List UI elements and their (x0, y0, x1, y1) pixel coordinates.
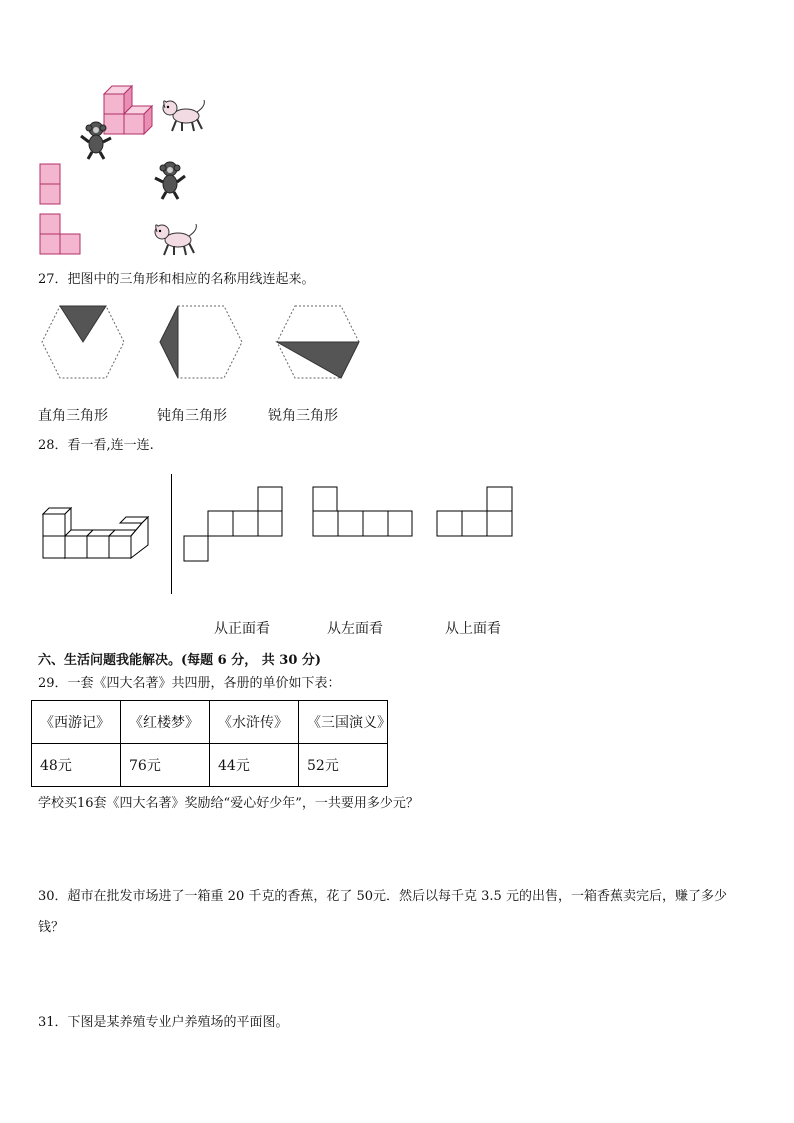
question-29-ask: 学校买16套《四大名著》奖励给“爱心好少年”，一共要用多少元？ (38, 796, 419, 811)
question-27-text: 27．把图中的三角形和相应的名称用线连起来。 (38, 272, 315, 287)
cube-solid-figure (40, 505, 155, 565)
table-header-cell: 《三国演义》 (299, 701, 388, 744)
table-header-cell: 《水浒传》 (210, 701, 299, 744)
view-shape-3 (436, 486, 516, 540)
view-shape-1 (183, 486, 285, 564)
question-30-line-1: 30．超市在批发市场进了一箱重 20 千克的香蕉，花了 50元．然后以每千克 3.5 元的出售，一箱香蕉卖完后，赚了多少 (38, 889, 727, 904)
price-table (31, 700, 391, 787)
view-label-top: 从上面看 (445, 621, 501, 637)
table-cell: 52元 (299, 744, 388, 787)
table-header-cell: 《红楼梦》 (121, 701, 210, 744)
dog-icon (160, 96, 210, 134)
view-label-front: 从正面看 (214, 621, 270, 637)
table-cell: 48元 (32, 744, 121, 787)
table-header-cell: 《西游记》 (32, 701, 121, 744)
option-view-2 (39, 213, 85, 257)
name-obtuse-triangle: 钝角三角形 (157, 408, 227, 424)
question-28-text: 28．看一看,连一连. (38, 438, 154, 453)
section-6-heading: 六、生活问题我能解决。(每题 6 分， 共 30 分) (38, 653, 322, 668)
table-row (32, 744, 388, 787)
question-30-line-2: 钱？ (38, 920, 65, 935)
question-29-text: 29．一套《四大名著》共四册，各册的单价如下表： (38, 676, 341, 691)
name-acute-triangle: 锐角三角形 (268, 408, 338, 424)
table-cell: 44元 (210, 744, 299, 787)
monkey-icon (152, 160, 188, 200)
divider-line (171, 474, 172, 594)
option-view-1 (39, 163, 63, 207)
hexagon-triangle-2 (156, 304, 246, 382)
name-right-triangle: 直角三角形 (38, 408, 108, 424)
view-shape-2 (312, 486, 416, 540)
dog-icon (152, 220, 202, 258)
hexagon-triangle-3 (273, 304, 363, 382)
hexagon-triangle-1 (38, 304, 128, 382)
monkey-icon (78, 120, 114, 160)
table-row (32, 701, 388, 744)
view-label-left: 从左面看 (327, 621, 383, 637)
table-cell: 76元 (121, 744, 210, 787)
question-31-text: 31．下图是某养殖专业户养殖场的平面图。 (38, 1015, 289, 1030)
